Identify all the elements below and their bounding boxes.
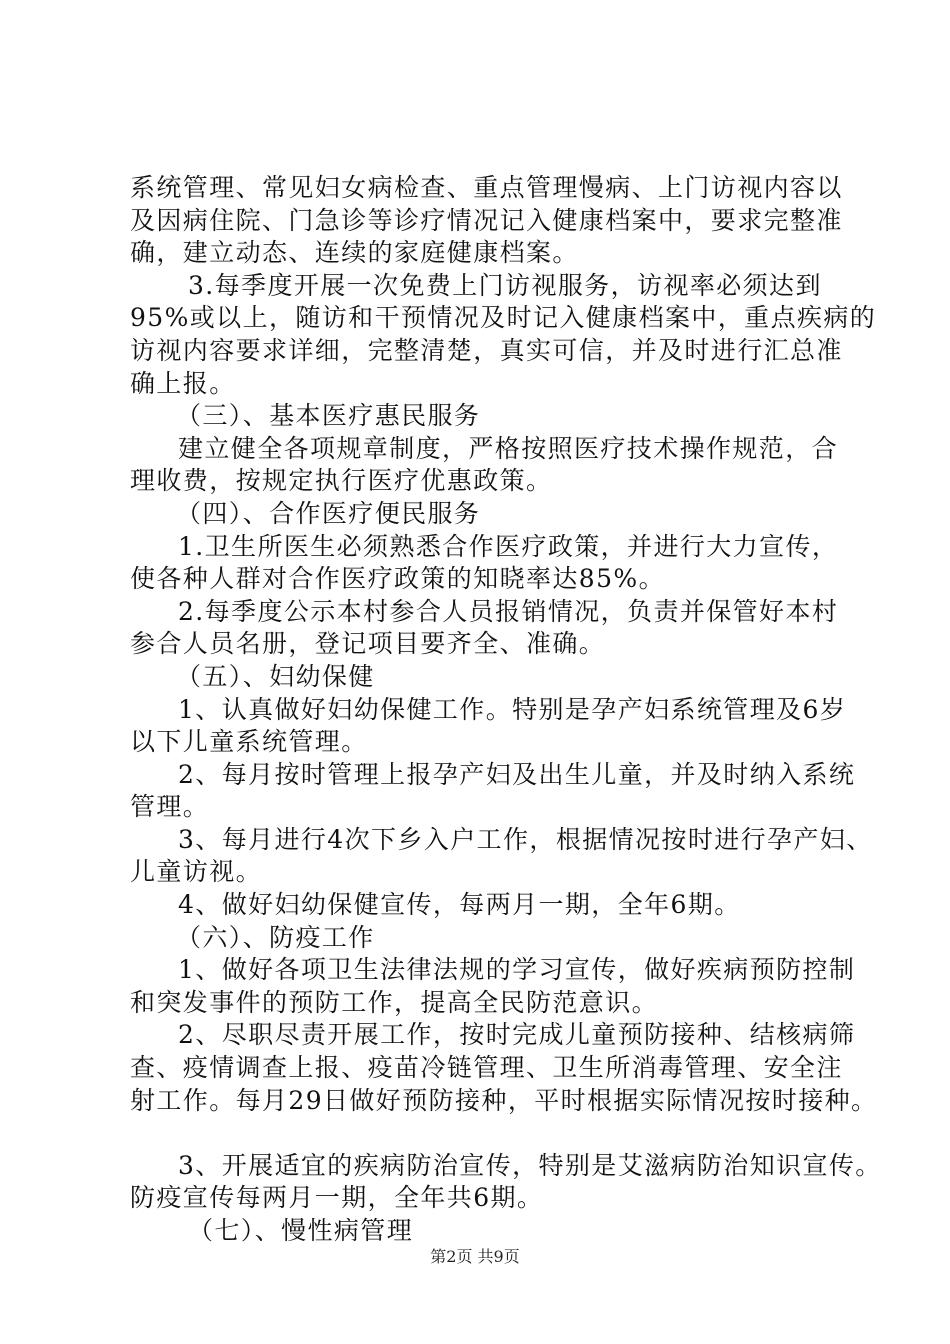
document-line: 1.卫生所医生必须熟悉合作医疗政策，并进行大力宣传， bbox=[178, 531, 839, 561]
document-line: 管理。 bbox=[130, 792, 210, 822]
document-line: 使各种人群对合作医疗政策的知晓率达85%。 bbox=[130, 564, 665, 594]
document-line: （六）、防疫工作 bbox=[176, 922, 375, 952]
document-line: 儿童访视。 bbox=[130, 857, 263, 887]
document-line: 查、疫情调查上报、疫苗冷链管理、卫生所消毒管理、安全注 bbox=[130, 1053, 843, 1083]
document-line: 以下儿童系统管理。 bbox=[130, 727, 368, 757]
document-line: 建立健全各项规章制度，严格按照医疗技术操作规范，合 bbox=[178, 433, 839, 463]
document-line: 及因病住院、门急诊等诊疗情况记入健康档案中，要求完整准 bbox=[130, 205, 843, 235]
document-line: 2、每月按时管理上报孕产妇及出生儿童，并及时纳入系统 bbox=[178, 759, 856, 789]
document-line: 3.每季度开展一次免费上门访视服务，访视率必须达到 bbox=[188, 270, 822, 300]
document-line: （三）、基本医疗惠民服务 bbox=[176, 401, 481, 431]
document-line: 2.每季度公示本村参合人员报销情况，负责并保管好本村 bbox=[178, 596, 839, 626]
document-line: （七）、慢性病管理 bbox=[188, 1216, 414, 1245]
document-line: 确上报。 bbox=[130, 368, 236, 398]
document-body bbox=[130, 172, 882, 1248]
document-line: 95%或以上，随访和干预情况及时记入健康档案中，重点疾病的 bbox=[130, 303, 877, 333]
document-line: （四）、合作医疗便民服务 bbox=[176, 498, 481, 528]
document-line: 确，建立动态、连续的家庭健康档案。 bbox=[130, 238, 579, 268]
document-line: 3、每月进行4次下乡入户工作，根据情况按时进行孕产妇、 bbox=[178, 824, 873, 854]
document-line: 访视内容要求详细，完整清楚，真实可信，并及时进行汇总准 bbox=[130, 335, 843, 365]
document-line: 2、尽职尽责开展工作，按时完成儿童预防接种、结核病筛 bbox=[178, 1020, 856, 1050]
document-line: 和突发事件的预防工作，提高全民防范意识。 bbox=[130, 987, 659, 1017]
document-line bbox=[130, 1117, 850, 1150]
document-line: 射工作。每月29日做好预防接种，平时根据实际情况按时接种。 bbox=[130, 1085, 878, 1115]
document-line: 防疫宣传每两月一期，全年共6期。 bbox=[130, 1183, 544, 1213]
document-line: 系统管理、常见妇女病检查、重点管理慢病、上门访视内容以 bbox=[130, 173, 843, 202]
document-line: 1、做好各项卫生法律法规的学习宣传，做好疾病预防控制 bbox=[178, 955, 856, 985]
document-line: 4、做好妇幼保健宣传，每两月一期，全年6期。 bbox=[178, 890, 741, 920]
page-footer: 第2页 共9页 bbox=[430, 1247, 520, 1266]
document-line: 参合人员名册，登记项目要齐全、准确。 bbox=[130, 629, 606, 659]
document-line: 理收费，按规定执行医疗优惠政策。 bbox=[130, 466, 553, 496]
document-line: 3、开展适宜的疾病防治宣传，特别是艾滋病防治知识宣传。 bbox=[178, 1150, 882, 1180]
document-line: （五）、妇幼保健 bbox=[176, 661, 375, 691]
document-line: 1、认真做好妇幼保健工作。特别是孕产妇系统管理及6岁 bbox=[178, 694, 847, 724]
